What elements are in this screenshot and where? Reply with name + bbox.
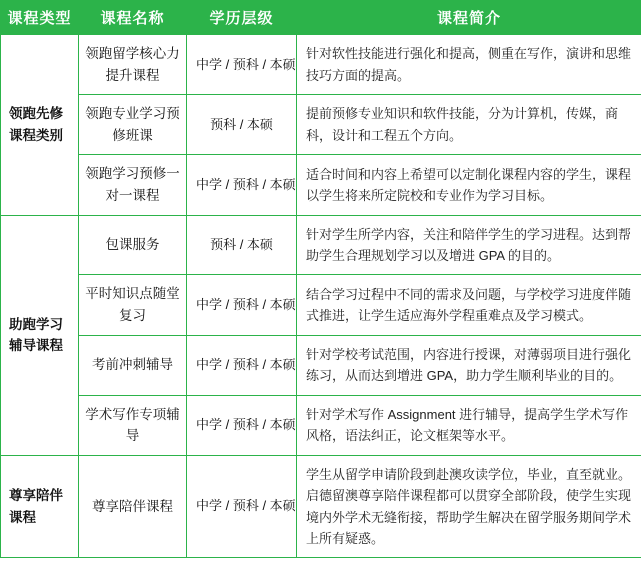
category-cell-study-support: 助跑学习辅导课程 bbox=[1, 215, 79, 455]
education-level-cell: 中学 / 预科 / 本硕 bbox=[187, 335, 297, 395]
table-header bbox=[1, 1, 641, 35]
column-header-course-intro: 课程简介 bbox=[297, 1, 641, 35]
course-intro-cell: 学生从留学申请阶段到赴澳攻读学位，毕业，直至就业。启德留澳尊享陪伴课程都可以贯穿全部阶段，使学生实现境内外学术无缝衔接，帮助学生解决在留学服务期间学术上所有疑惑。 bbox=[297, 455, 641, 558]
course-intro-cell: 适合时间和内容上希望可以定制化课程内容的学生，课程以学生将来所定院校和专业作为学习目标。 bbox=[297, 155, 641, 215]
table-row bbox=[1, 95, 641, 155]
table-header-row bbox=[1, 1, 641, 35]
course-name-cell: 考前冲刺辅导 bbox=[79, 335, 187, 395]
course-name-cell: 尊享陪伴课程 bbox=[79, 455, 187, 558]
table-row bbox=[1, 275, 641, 335]
course-name-cell: 领跑留学核心力提升课程 bbox=[79, 35, 187, 95]
course-name-cell: 平时知识点随堂复习 bbox=[79, 275, 187, 335]
education-level-cell: 中学 / 预科 / 本硕 bbox=[187, 395, 297, 455]
column-header-course-name: 课程名称 bbox=[79, 1, 187, 35]
column-header-education-level: 学历层级 bbox=[187, 1, 297, 35]
table-row bbox=[1, 335, 641, 395]
education-level-cell: 中学 / 预科 / 本硕 bbox=[187, 455, 297, 558]
education-level-cell: 预科 / 本硕 bbox=[187, 215, 297, 275]
course-intro-cell: 针对学校考试范围，内容进行授课，对薄弱项目进行强化练习，从而达到增进 GPA，助力学生顺利毕业的目的。 bbox=[297, 335, 641, 395]
education-level-cell: 中学 / 预科 / 本硕 bbox=[187, 155, 297, 215]
education-level-cell: 中学 / 预科 / 本硕 bbox=[187, 35, 297, 95]
course-name-cell: 包课服务 bbox=[79, 215, 187, 275]
category-cell-leading-prep: 领跑先修课程类别 bbox=[1, 35, 79, 216]
education-level-cell: 中学 / 预科 / 本硕 bbox=[187, 275, 297, 335]
education-level-cell: 预科 / 本硕 bbox=[187, 95, 297, 155]
table-row bbox=[1, 35, 641, 95]
table-row bbox=[1, 215, 641, 275]
table-body bbox=[1, 35, 641, 558]
course-name-cell: 学术写作专项辅导 bbox=[79, 395, 187, 455]
course-intro-cell: 提前预修专业知识和软件技能，分为计算机，传媒，商科，设计和工程五个方向。 bbox=[297, 95, 641, 155]
course-intro-cell: 针对学术写作 Assignment 进行辅导，提高学生学术写作风格，语法纠正，论文框架等水平。 bbox=[297, 395, 641, 455]
table-row bbox=[1, 155, 641, 215]
table-row bbox=[1, 455, 641, 558]
course-name-cell: 领跑专业学习预修班课 bbox=[79, 95, 187, 155]
course-name-cell: 领跑学习预修一对一课程 bbox=[79, 155, 187, 215]
column-header-course-type: 课程类型 bbox=[1, 1, 79, 35]
table-row bbox=[1, 395, 641, 455]
course-intro-cell: 针对软性技能进行强化和提高，侧重在写作，演讲和思维技巧方面的提高。 bbox=[297, 35, 641, 95]
category-cell-premium-companion: 尊享陪伴课程 bbox=[1, 455, 79, 558]
course-intro-cell: 针对学生所学内容，关注和陪伴学生的学习进程。达到帮助学生合理规划学习以及增进 GPA 的目的。 bbox=[297, 215, 641, 275]
course-intro-cell: 结合学习过程中不同的需求及问题，与学校学习进度伴随式推进，让学生适应海外学程重难点及学习模式。 bbox=[297, 275, 641, 335]
